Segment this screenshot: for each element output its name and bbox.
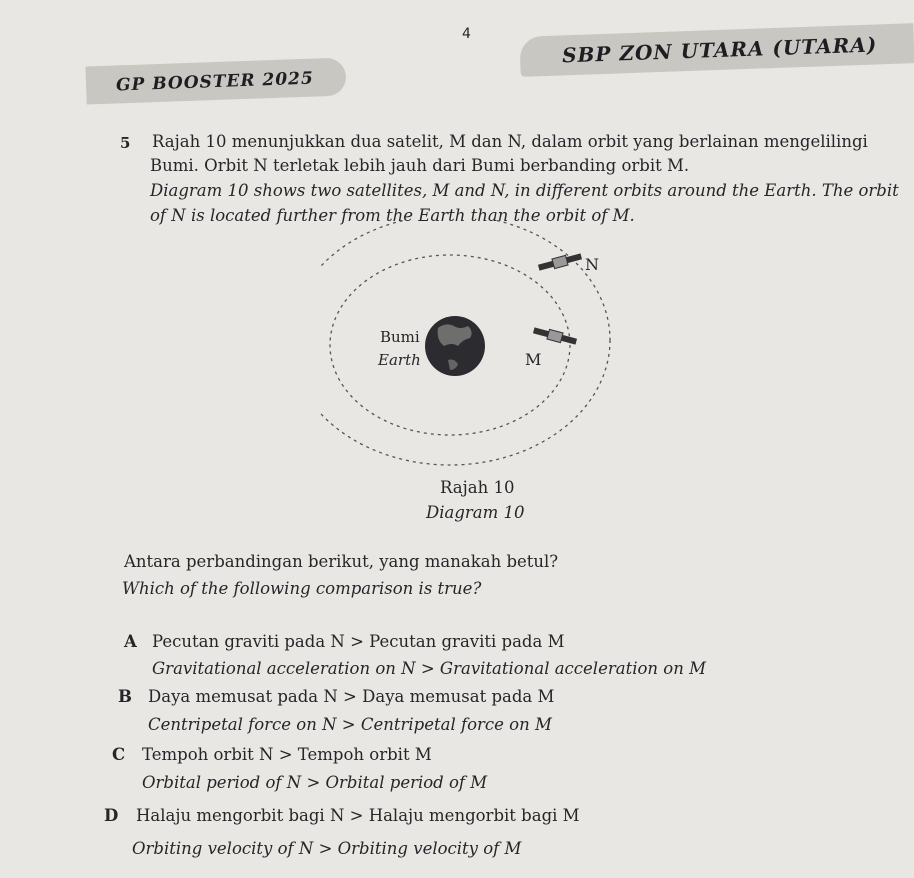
satellite-m-label: M (525, 350, 542, 369)
satellite-n-label: N (585, 255, 599, 274)
page-number: 4 (462, 26, 471, 42)
option-d-english: Orbiting velocity of N > Orbiting velocity of M (132, 839, 522, 858)
prompt-malay: Antara perbandingan berikut, yang manakah betul? (124, 552, 559, 571)
question-text-english-line-1: Diagram 10 shows two satellites, M and N, in different orbits around the Earth. The orbit (150, 181, 899, 200)
satellite-m-icon (532, 325, 577, 346)
option-a-english: Gravitational acceleration on N > Gravitational acceleration on M (152, 659, 706, 678)
question-text-malay-line-2: Bumi. Orbit N terletak lebih jauh dari Bumi berbanding orbit M. (150, 156, 690, 175)
option-b-letter: B (118, 687, 132, 706)
question-text-english-line-2: of N is located further from the Earth than the orbit of M. (150, 206, 635, 225)
option-c-english: Orbital period of N > Orbital period of M (142, 773, 488, 792)
diagram-caption-malay: Rajah 10 (440, 478, 515, 497)
school-zone-banner: SBP ZON UTARA (UTARA) (519, 23, 914, 77)
option-a-malay: Pecutan graviti pada N > Pecutan graviti pada M (152, 632, 565, 651)
question-text-malay-line-1: Rajah 10 menunjukkan dua satelit, M dan N, dalam orbit yang berlainan mengelilingi (152, 132, 868, 151)
option-c-malay: Tempoh orbit N > Tempoh orbit M (142, 745, 432, 764)
question-number: 5 (120, 134, 131, 152)
option-a-letter: A (124, 632, 137, 651)
option-c-letter: C (112, 745, 126, 764)
option-d-malay: Halaju mengorbit bagi N > Halaju mengorbit bagi M (136, 806, 580, 825)
orbit-diagram (320, 220, 620, 470)
option-d-letter: D (104, 806, 119, 825)
prompt-english: Which of the following comparison is true? (122, 579, 482, 598)
earth-label-malay: Bumi (380, 328, 420, 346)
booster-banner: GP BOOSTER 2025 (85, 57, 346, 104)
earth-label-english: Earth (378, 351, 421, 369)
option-b-english: Centripetal force on N > Centripetal force on M (148, 715, 552, 734)
earth-icon (425, 316, 485, 376)
diagram-caption-english: Diagram 10 (426, 503, 525, 522)
satellite-n-icon (537, 251, 582, 272)
option-b-malay: Daya memusat pada N > Daya memusat pada M (148, 687, 555, 706)
